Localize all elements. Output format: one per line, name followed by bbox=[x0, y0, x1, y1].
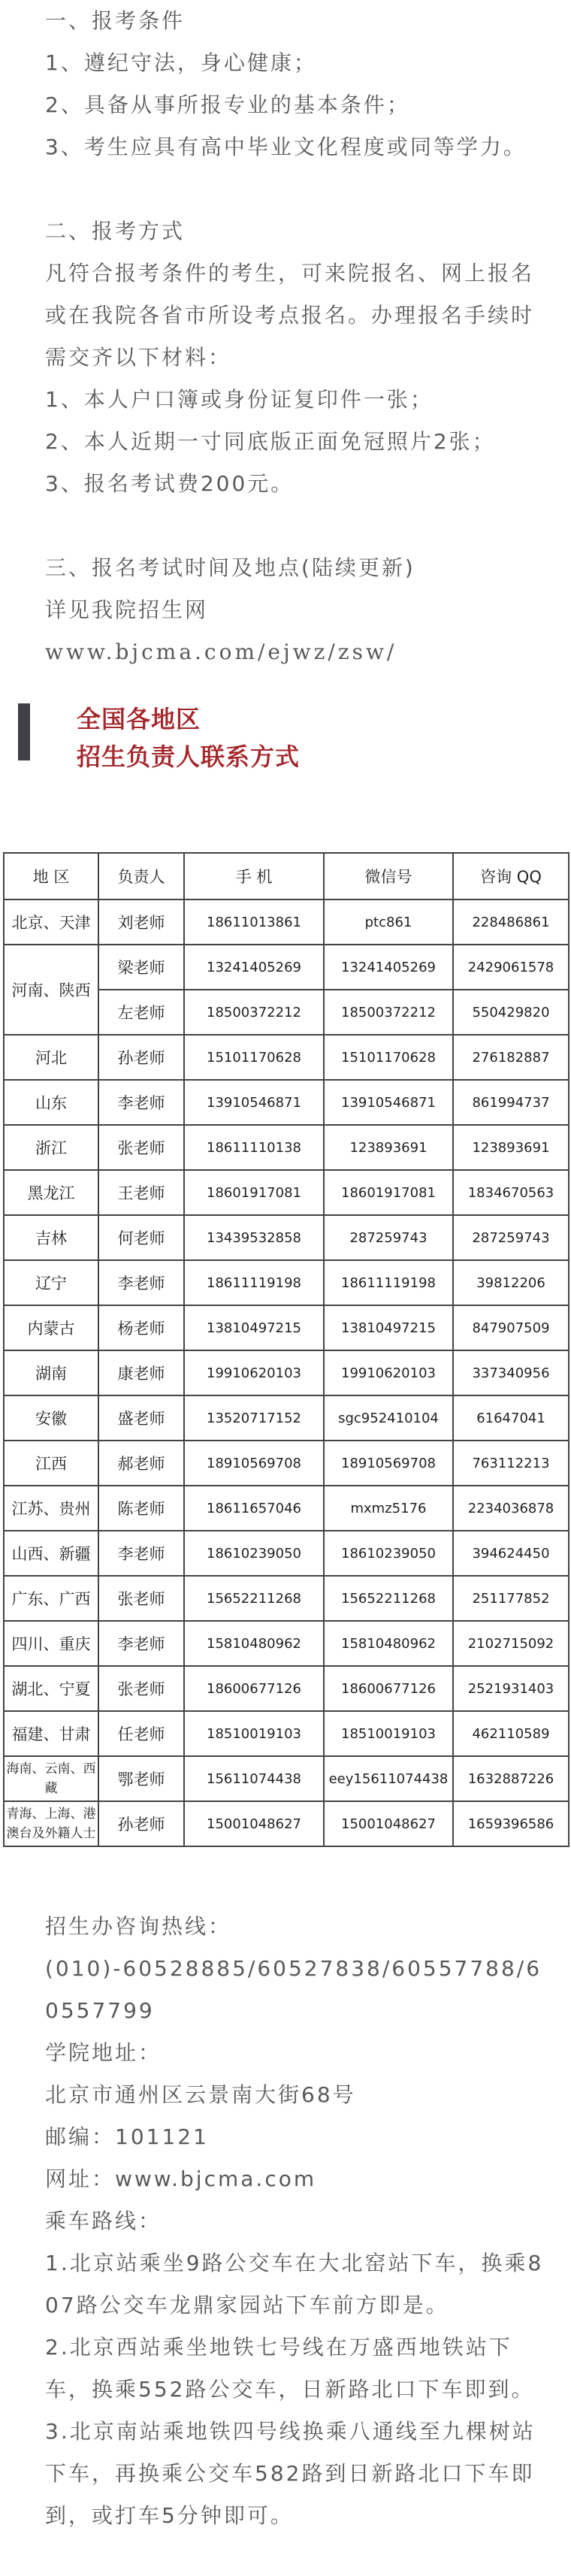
table-row bbox=[4, 1395, 569, 1441]
region-cell: 山东 bbox=[4, 1080, 98, 1125]
wechat-cell: ptc861 bbox=[324, 899, 453, 945]
phone-cell: 18611657046 bbox=[184, 1486, 324, 1531]
method-item: 2、本人近期一寸同底版正面免冠照片2张； bbox=[45, 429, 496, 454]
wechat-cell: 18601917081 bbox=[324, 1170, 453, 1215]
schedule-section bbox=[0, 547, 571, 673]
contacts-heading-line1: 全国各地区 bbox=[77, 705, 201, 733]
region-cell: 河南、陕西 bbox=[4, 945, 98, 1035]
contacts-heading-line2: 招生负责人联系方式 bbox=[77, 742, 301, 771]
person-cell: 梁老师 bbox=[98, 945, 184, 990]
qq-cell: 228486861 bbox=[453, 899, 569, 945]
qq-cell: 763112213 bbox=[453, 1441, 569, 1486]
requirements-section bbox=[0, 0, 571, 210]
region-cell: 四川、重庆 bbox=[4, 1621, 98, 1666]
wechat-cell: 15810480962 bbox=[324, 1621, 453, 1666]
method-intro: 凡符合报考条件的考生，可来院报名、网上报名或在我院各省市所设考点报名。办理报名手续时需交齐以下材料： bbox=[45, 261, 535, 370]
region-cell: 江西 bbox=[4, 1441, 98, 1486]
person-cell: 李老师 bbox=[98, 1621, 184, 1666]
qq-cell: 550429820 bbox=[453, 990, 569, 1035]
phone-cell: 13810497215 bbox=[184, 1305, 324, 1350]
schedule-line: 详见我院招生网 bbox=[45, 597, 209, 622]
person-cell: 康老师 bbox=[98, 1350, 184, 1395]
website: 网址：www.bjcma.com bbox=[45, 2166, 317, 2191]
phone-cell: 15001048627 bbox=[184, 1801, 324, 1846]
routes-label: 乘车路线： bbox=[45, 2209, 162, 2233]
region-cell: 福建、甘肃 bbox=[4, 1711, 98, 1756]
table-row bbox=[4, 1260, 569, 1305]
wechat-cell: 15001048627 bbox=[324, 1801, 453, 1846]
table-row bbox=[4, 899, 569, 945]
table-row bbox=[4, 1756, 569, 1801]
region-cell: 安徽 bbox=[4, 1395, 98, 1441]
phone-cell: 18610239050 bbox=[184, 1531, 324, 1576]
person-cell: 张老师 bbox=[98, 1666, 184, 1711]
region-cell: 江苏、贵州 bbox=[4, 1486, 98, 1531]
qq-cell: 2429061578 bbox=[453, 945, 569, 990]
qq-cell: 276182887 bbox=[453, 1035, 569, 1080]
header-person: 负责人 bbox=[98, 853, 184, 899]
wechat-cell: 13241405269 bbox=[324, 945, 453, 990]
qq-cell: 123893691 bbox=[453, 1125, 569, 1170]
qq-cell: 1632887226 bbox=[453, 1756, 569, 1801]
person-cell: 左老师 bbox=[98, 990, 184, 1035]
footer-section bbox=[45, 1906, 556, 2537]
person-cell: 张老师 bbox=[98, 1576, 184, 1621]
table-row bbox=[4, 1486, 569, 1531]
wechat-cell: 13810497215 bbox=[324, 1305, 453, 1350]
qq-cell: 2521931403 bbox=[453, 1666, 569, 1711]
hotline-value: (010)-60528885/60527838/60557788/60557799 bbox=[45, 1956, 542, 2023]
phone-cell: 15101170628 bbox=[184, 1035, 324, 1080]
person-cell: 盛老师 bbox=[98, 1395, 184, 1441]
wechat-cell: 287259743 bbox=[324, 1215, 453, 1260]
person-cell: 何老师 bbox=[98, 1215, 184, 1260]
wechat-cell: 18510019103 bbox=[324, 1711, 453, 1756]
wechat-cell: 15101170628 bbox=[324, 1035, 453, 1080]
requirements-title: 一、报考条件 bbox=[45, 8, 186, 33]
phone-cell: 18600677126 bbox=[184, 1666, 324, 1711]
person-cell: 郝老师 bbox=[98, 1441, 184, 1486]
person-cell: 孙老师 bbox=[98, 1801, 184, 1846]
schedule-url-link[interactable]: www.bjcma.com/ejwz/zsw/ bbox=[45, 639, 397, 664]
table-row bbox=[4, 1170, 569, 1215]
contacts-table bbox=[3, 852, 569, 1847]
wechat-cell: 18610239050 bbox=[324, 1531, 453, 1576]
person-cell: 刘老师 bbox=[98, 899, 184, 945]
qq-cell: 337340956 bbox=[453, 1350, 569, 1395]
table-row bbox=[4, 1125, 569, 1170]
phone-cell: 18601917081 bbox=[184, 1170, 324, 1215]
qq-cell: 61647041 bbox=[453, 1395, 569, 1441]
method-title: 二、报考方式 bbox=[45, 219, 186, 243]
address-label: 学院地址： bbox=[45, 2040, 162, 2065]
table-row bbox=[4, 1080, 569, 1125]
region-cell: 内蒙古 bbox=[4, 1305, 98, 1350]
wechat-cell: 18500372212 bbox=[324, 990, 453, 1035]
header-qq: 咨询 QQ bbox=[453, 853, 569, 899]
phone-cell: 13241405269 bbox=[184, 945, 324, 990]
phone-cell: 18611013861 bbox=[184, 899, 324, 945]
route-item: 3.北京南站乘地铁四号线换乘八通线至九棵树站下车，再换乘公交车582路到日新路北口下车即到，或打车5分钟即可。 bbox=[45, 2419, 536, 2528]
table-row bbox=[4, 1531, 569, 1576]
person-cell: 李老师 bbox=[98, 1080, 184, 1125]
table-row bbox=[4, 1035, 569, 1080]
table-row bbox=[4, 1350, 569, 1395]
method-section bbox=[0, 210, 571, 547]
phone-cell: 13910546871 bbox=[184, 1080, 324, 1125]
wechat-cell: 19910620103 bbox=[324, 1350, 453, 1395]
phone-cell: 19910620103 bbox=[184, 1350, 324, 1395]
person-cell: 王老师 bbox=[98, 1170, 184, 1215]
region-cell: 青海、上海、港澳台及外籍人士 bbox=[4, 1801, 98, 1846]
wechat-cell: eey15611074438 bbox=[324, 1756, 453, 1801]
contacts-heading-text bbox=[77, 700, 300, 776]
qq-cell: 847907509 bbox=[453, 1305, 569, 1350]
region-cell: 山西、新疆 bbox=[4, 1531, 98, 1576]
table-row bbox=[4, 1801, 569, 1846]
phone-cell: 13439532858 bbox=[184, 1215, 324, 1260]
table-row bbox=[4, 1305, 569, 1350]
table-row bbox=[4, 1441, 569, 1486]
person-cell: 孙老师 bbox=[98, 1035, 184, 1080]
person-cell: 李老师 bbox=[98, 1531, 184, 1576]
method-item: 1、本人户口簿或身份证复印件一张； bbox=[45, 387, 434, 412]
phone-cell: 15652211268 bbox=[184, 1576, 324, 1621]
region-cell: 浙江 bbox=[4, 1125, 98, 1170]
phone-cell: 18611119198 bbox=[184, 1260, 324, 1305]
qq-cell: 39812206 bbox=[453, 1260, 569, 1305]
wechat-cell: mxmz5176 bbox=[324, 1486, 453, 1531]
qq-cell: 251177852 bbox=[453, 1576, 569, 1621]
heading-accent-bar bbox=[18, 703, 30, 760]
qq-cell: 2102715092 bbox=[453, 1621, 569, 1666]
region-cell: 辽宁 bbox=[4, 1260, 98, 1305]
phone-cell: 18510019103 bbox=[184, 1711, 324, 1756]
person-cell: 张老师 bbox=[98, 1125, 184, 1170]
qq-cell: 861994737 bbox=[453, 1080, 569, 1125]
requirement-item: 3、考生应具有高中毕业文化程度或同等学力。 bbox=[45, 135, 527, 159]
phone-cell: 15611074438 bbox=[184, 1756, 324, 1801]
phone-cell: 18611110138 bbox=[184, 1125, 324, 1170]
qq-cell: 394624450 bbox=[453, 1531, 569, 1576]
method-item: 3、报名考试费200元。 bbox=[45, 471, 295, 496]
requirement-item: 2、具备从事所报专业的基本条件； bbox=[45, 92, 410, 117]
region-cell: 海南、云南、西藏 bbox=[4, 1756, 98, 1801]
person-cell: 李老师 bbox=[98, 1260, 184, 1305]
person-cell: 杨老师 bbox=[98, 1305, 184, 1350]
contacts-table-body bbox=[4, 899, 569, 1846]
address-value: 北京市通州区云景南大街68号 bbox=[45, 2082, 356, 2107]
qq-cell: 1834670563 bbox=[453, 1170, 569, 1215]
phone-cell: 18500372212 bbox=[184, 990, 324, 1035]
postcode: 邮编：101121 bbox=[45, 2124, 209, 2149]
wechat-cell: 123893691 bbox=[324, 1125, 453, 1170]
route-item: 1.北京站乘坐9路公交车在大北窑站下车，换乘807路公交车龙鼎家园站下车前方即是。 bbox=[45, 2251, 544, 2317]
region-cell: 广东、广西 bbox=[4, 1576, 98, 1621]
region-cell: 湖南 bbox=[4, 1350, 98, 1395]
region-cell: 湖北、宁夏 bbox=[4, 1666, 98, 1711]
region-cell: 黑龙江 bbox=[4, 1170, 98, 1215]
table-row bbox=[4, 1666, 569, 1711]
phone-cell: 18910569708 bbox=[184, 1441, 324, 1486]
table-row bbox=[4, 1576, 569, 1621]
wechat-cell: 18600677126 bbox=[324, 1666, 453, 1711]
person-cell: 任老师 bbox=[98, 1711, 184, 1756]
qq-cell: 2234036878 bbox=[453, 1486, 569, 1531]
schedule-title: 三、报名考试时间及地点(陆续更新) bbox=[45, 555, 415, 580]
wechat-cell: 13910546871 bbox=[324, 1080, 453, 1125]
table-header-row bbox=[4, 853, 569, 899]
route-item: 2.北京西站乘坐地铁七号线在万盛西地铁站下车，换乘552路公交车，日新路北口下车即到。 bbox=[45, 2335, 535, 2402]
phone-cell: 15810480962 bbox=[184, 1621, 324, 1666]
table-row bbox=[4, 945, 569, 990]
wechat-cell: 18611119198 bbox=[324, 1260, 453, 1305]
person-cell: 陈老师 bbox=[98, 1486, 184, 1531]
contacts-heading bbox=[0, 700, 571, 791]
region-cell: 吉林 bbox=[4, 1215, 98, 1260]
region-cell: 北京、天津 bbox=[4, 899, 98, 945]
table-row bbox=[4, 1215, 569, 1260]
table-row bbox=[4, 1621, 569, 1666]
header-wechat: 微信号 bbox=[324, 853, 453, 899]
hotline-label: 招生办咨询热线： bbox=[45, 1914, 232, 1939]
qq-cell: 287259743 bbox=[453, 1215, 569, 1260]
qq-cell: 1659396586 bbox=[453, 1801, 569, 1846]
wechat-cell: 15652211268 bbox=[324, 1576, 453, 1621]
header-phone: 手 机 bbox=[184, 853, 324, 899]
header-region: 地 区 bbox=[4, 853, 98, 899]
person-cell: 鄂老师 bbox=[98, 1756, 184, 1801]
region-cell: 河北 bbox=[4, 1035, 98, 1080]
qq-cell: 462110589 bbox=[453, 1711, 569, 1756]
wechat-cell: sgc952410104 bbox=[324, 1395, 453, 1441]
phone-cell: 13520717152 bbox=[184, 1395, 324, 1441]
requirement-item: 1、遵纪守法，身心健康； bbox=[45, 50, 317, 75]
wechat-cell: 18910569708 bbox=[324, 1441, 453, 1486]
table-row bbox=[4, 1711, 569, 1756]
